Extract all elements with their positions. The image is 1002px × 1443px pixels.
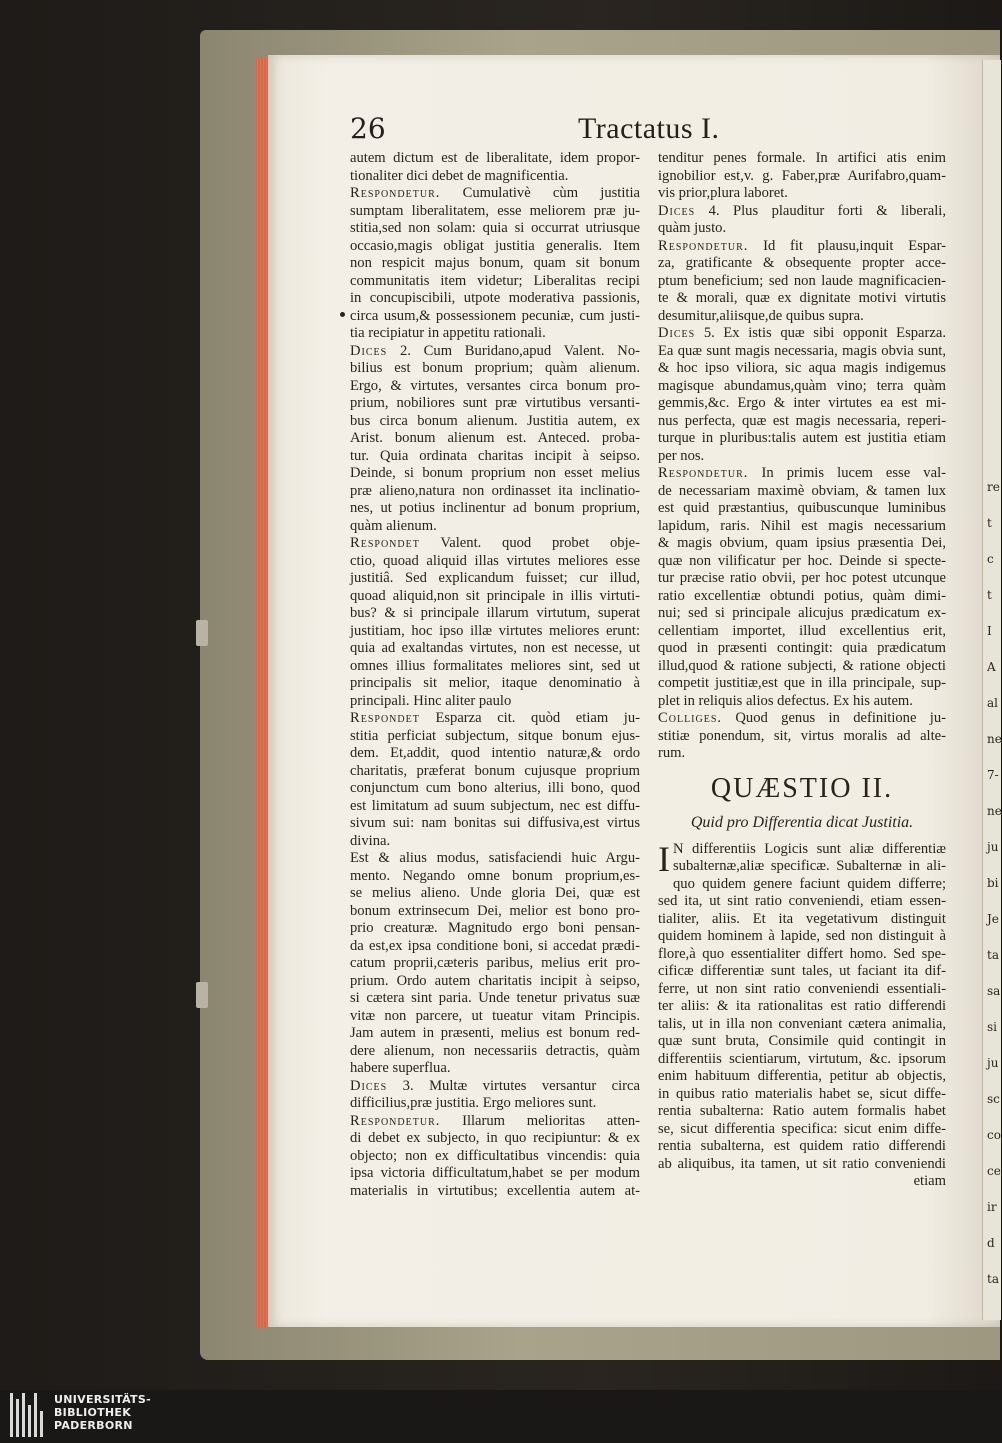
facing-page-edge [982, 60, 1001, 1320]
text-line: prium. Ordo autem charitatis incipit à seipso, [350, 972, 640, 989]
lead-word: Dices [350, 1077, 388, 1094]
text-line: stitia perficiat subjectum, sitque bonum ejus- [350, 727, 640, 744]
library-name [54, 1393, 151, 1432]
page-number: 26 [350, 112, 386, 145]
lead-word: Respondetur. [658, 237, 749, 254]
text-line [658, 238, 946, 256]
facing-page-fragment: ce [987, 1164, 1001, 1178]
text-line: quæ non vilificatur per hoc. Deinde si specte- [658, 552, 946, 569]
text-line: mento. Negando omne bonum proprium,es- [350, 867, 640, 884]
text-line [658, 203, 946, 221]
text-line: ter aliis: & ita rationalitas est ratio differendi [658, 998, 946, 1014]
right-column-top-text [658, 150, 946, 763]
lead-word: Respondetur. [350, 185, 441, 201]
text-line: ctio, quoad aliquid illas virtutes meliores esse [350, 552, 640, 569]
line-text: In primis lucem esse val- [748, 465, 946, 481]
facing-page-fragment: 7- [987, 768, 999, 782]
right-column-bottom-text [658, 838, 946, 1174]
text-line [350, 1113, 640, 1131]
facing-page-fragment: I [987, 624, 992, 638]
text-line: enim habituum differentia, petitur ab objectis, [658, 1068, 946, 1084]
text-line: materialis in virtutibus; excellentia autem at- [350, 1182, 640, 1199]
text-line: bonum extrinsecum Dei, melior est bono pro- [350, 902, 640, 919]
library-name-line-3: PADERBORN [54, 1419, 133, 1432]
text-line: quia ad exaltandas virtutes, non est necesse, ut [350, 640, 640, 656]
text-line: in concupiscibili, utpote moderativa passionis, [350, 290, 640, 306]
text-line: charitatis, præferat bonum cujusque proprium [350, 762, 640, 779]
facing-page-fragment: ju [987, 1056, 999, 1070]
question-heading: QUÆSTIO II. [710, 772, 894, 804]
text-line: ab aliquibus, ita tamen, ut sit ratio conveniendi [658, 1155, 946, 1172]
text-line: ferre, ut non sint ratio conveniendi essentiali- [658, 980, 946, 997]
text-line: prium, nobiliores sunt præ virtutibus versanti- [350, 395, 640, 411]
text-line [350, 185, 640, 203]
facing-page-fragment: ir [987, 1200, 997, 1214]
text-line: omnes illius formalitates meliores sint, sed ut [350, 657, 640, 674]
text-line: ratio excellentiæ obtundi potius, quàm dimi- [658, 587, 946, 604]
margin-dot [340, 312, 345, 317]
text-line: talis, ut in illa non conveniant cætera animalia, [658, 1015, 946, 1032]
text-line: se, sicut differentia specifica: sicut enim diffe- [658, 1120, 946, 1137]
text-line: bilius est bonum proprium; quàm alienum. [350, 360, 640, 376]
text-line: quoad aliquid,non sit principale in illis virtuti- [350, 587, 640, 604]
text-line: cellentiam importet, illud excellentius erit, [658, 622, 946, 639]
text-line: tenditur penes formale. In artifici atis enim [658, 150, 946, 166]
text-line: si cætera sint paria. Unde tenetur privatus suæ [350, 990, 640, 1006]
text-line: se melius alieno. Unde gloria Dei, quæ est [350, 885, 640, 901]
text-line: nus perfecta, quæ est magis necessaria, reperi- [658, 412, 946, 429]
text-line: sed ita, ut sint ratio conveniendi, etiam essen- [658, 893, 946, 909]
line-text: Valent. quod probet obje- [419, 535, 640, 551]
text-line [658, 465, 946, 483]
facing-page-fragment: co [987, 1128, 1001, 1142]
line-text: 2. Cum Buridano,apud Valent. No- [387, 342, 640, 359]
text-line: conjunctum cum bono alterius, illi bono, quod [350, 780, 640, 796]
text-line [658, 710, 946, 728]
text-line: plet in reliquis alios defectus. Ex his autem. [658, 692, 913, 709]
text-line: N differentiis Logicis sunt aliæ differentiæ [673, 840, 946, 857]
text-line: differentiis scientiarum, virtutum, &c. ipsorum [658, 1050, 946, 1067]
text-line: dem. Et,addit, quod intentio naturæ,& ordo [350, 745, 640, 761]
text-line: præ alieno,natura non ordinasset ita inclinatio- [350, 482, 640, 499]
text-line: in quibus ratio materialis habet se, sicut diffe- [658, 1085, 946, 1102]
text-line: illud,quod & ratione subjecti, & ratione objecti [658, 657, 946, 674]
text-line: nes, ut potius inclinentur ad bonum proprium, [350, 500, 640, 516]
text-line: tialiter, aliis. Et ita vegetativum distinguit [658, 910, 946, 927]
line-text: 4. Plus plauditur forti & liberali, [695, 202, 946, 219]
text-line: quàm alienum. [350, 517, 437, 534]
library-logo-icon [8, 1393, 48, 1437]
text-line: quo quidem genere faciunt quidem differre; [673, 875, 946, 892]
text-line: quàm justo. [658, 220, 727, 236]
text-line: principali. Hinc aliter paulo [350, 692, 512, 709]
lead-word: Dices [658, 325, 696, 341]
right-text-column [658, 150, 946, 1191]
text-line: da est,ex ipsa conditione boni, si accedat prædi- [350, 937, 640, 954]
text-line: desumitur,aliisque,de quibus supra. [658, 307, 864, 324]
text-line: prio creaturæ. Magnitudo ergo boni pensan- [350, 920, 640, 936]
text-line: sumptam liberalitatem, esse meliorem præ ju- [350, 202, 640, 219]
text-line: ignobilior est,v. g. Faber,præ Aurifabro,quam- [658, 167, 946, 184]
lead-word: Dices [350, 342, 388, 359]
clasp-lower [196, 982, 208, 1008]
text-line: Arist. bonum alienum est. Anteced. proba- [350, 430, 640, 446]
text-line: justitiam, hoc ipso illæ virtutes meliores erunt: [350, 622, 640, 639]
text-line: difficilius,præ justitia. Ergo meliores sunt. [350, 1095, 597, 1111]
lead-word: Respondetur. [350, 1112, 441, 1129]
line-text: 5. Ex istis quæ sibi opponit Esparza. [695, 325, 946, 341]
text-line: cificæ differentiæ sunt tales, ut faciant ita dif- [658, 963, 946, 979]
text-line: quidem hominem à lapide, sed non distinguit à [658, 928, 946, 944]
text-line: rentia subalterna, est quidem ratio differendi [658, 1138, 946, 1154]
text-line: communitatis item videtur; Liberalitas recipi [350, 272, 640, 289]
lead-word: Respondet [350, 535, 420, 551]
facing-page-fragment: ta [987, 1272, 999, 1286]
text-line: magisque abundamus,quàm vino; terra quàm [658, 377, 946, 394]
text-line: di debet ex subjecto, in quo recipiuntur: & ex [350, 1130, 640, 1146]
catchword: etiam [913, 1173, 946, 1189]
text-line: Est & alius modus, satisfaciendi huic Argu- [350, 850, 640, 866]
line-text: Id fit plausu,inquit Espar- [748, 237, 946, 254]
line-text: 3. Multæ virtutes versantur circa [387, 1077, 640, 1094]
facing-page-fragment: ne [987, 804, 1002, 818]
facing-page-fragment: t [987, 588, 992, 602]
drop-capital: I [658, 838, 670, 879]
facing-page-fragment: c [987, 552, 994, 566]
text-line: quod in præsenti contingit: quia prædicatum [658, 640, 946, 656]
facing-page-fragment: ne [987, 732, 1002, 746]
line-text: Illarum melioritas atten- [440, 1112, 640, 1129]
text-line: Ergo, & virtutes, versantes circa bonum pro- [350, 377, 640, 394]
facing-page-fragment: sa [987, 984, 1001, 998]
lead-word: Respondet [350, 710, 420, 726]
facing-page-fragment: ta [987, 948, 999, 962]
text-line [350, 343, 640, 361]
text-line: Ea quæ sunt magis necessaria, magis obvia sunt, [658, 342, 946, 359]
lead-word: Respondetur. [658, 465, 749, 481]
text-line: & hoc ipso viliora, sic aqua magis indigemus [658, 360, 946, 376]
text-line: te & morali, quæ ex dignitate motivi virtutis [658, 290, 946, 306]
clasp-upper [196, 620, 208, 646]
running-title: Tractatus I. [578, 112, 720, 145]
text-line: rentia subalterna: Ratio autem formalis habet [658, 1103, 946, 1119]
text-line: za, gratificante & obsequente propter acce- [658, 255, 946, 271]
text-line: per nos. [658, 447, 705, 464]
text-line: tia recipiatur in appetitu rationali. [350, 325, 546, 341]
facing-page-fragment: re [987, 480, 1000, 494]
text-line: & magis obvium, quam ipsius præsentia Dei, [658, 535, 946, 551]
lead-word: Colliges. [658, 710, 723, 726]
facing-page-fragment: sc [987, 1092, 1000, 1106]
text-line: ptum beneficium; sed non laude magnificacien- [658, 272, 946, 289]
text-line: circa usum,& possessionem pecuniæ, cum justi- [350, 307, 640, 324]
line-text: Cumulativè cùm justitia [440, 185, 640, 201]
text-line: non respicit majus bonum, quam sit bonum [350, 255, 640, 271]
text-line: competit justitiæ,est que in illa principale, sup- [658, 675, 946, 691]
text-line: dere alienum, non necessariis detractis, quàm [350, 1042, 640, 1059]
facing-page-fragment: ju [987, 840, 999, 854]
text-line: tur præcise ratio obvii, per hoc potest utcunque [658, 570, 946, 586]
text-line: quæ sunt bruta, Consimile quid contingit in [658, 1033, 946, 1049]
text-line: Deinde, si bonum proprium non esset melius [350, 465, 640, 481]
text-line: rum. [658, 745, 686, 761]
text-line: est quid præstantius, quibuscunque luminibus [658, 500, 946, 516]
text-line: tur. Quia ordinata charitas incipit à seipso. [350, 447, 640, 464]
text-line: Jam autem in præsenti, melius est bonum red- [350, 1025, 640, 1041]
facing-page-fragment: A [987, 660, 996, 674]
text-line: divina. [350, 832, 391, 849]
text-line: est limitatum ad suum subjectum, nec est diffu- [350, 797, 640, 814]
library-name-line-1: UNIVERSITÄTS- [54, 1393, 151, 1406]
lead-word: Dices [658, 202, 696, 219]
text-line: bus? & si principale illarum virtutum, superat [350, 605, 640, 621]
text-line [350, 535, 640, 553]
text-line: gemmis,&c. Ergo & inter virtutes ea est mi- [658, 395, 946, 411]
text-line: stitiæ ponendum, sit, virtus moralis ad alte- [658, 727, 946, 744]
text-line [350, 1078, 640, 1096]
text-line: bus circa bonum alienum. Justitia autem, ex [350, 412, 640, 429]
text-line [350, 710, 640, 728]
text-line: vitæ non parcere, ut tueatur vitam Principis. [350, 1007, 640, 1024]
left-text-column [350, 150, 640, 1200]
text-line: turque in pluribus:talis autem est justitia etiam [658, 430, 946, 446]
text-line: nui; sed si principale alicujus prædicatum ex- [658, 605, 946, 621]
facing-page-fragment: t [987, 516, 992, 530]
text-line: catum proprii,cæteris paribus, melius erit pro- [350, 955, 640, 971]
facing-page-fragment: al [987, 696, 998, 710]
text-line: de necessariam maximè obviam, & tamen lux [658, 482, 946, 499]
text-line: tionaliter dici debet de magnificentia. [350, 167, 569, 184]
line-text: Esparza cit. quòd etiam ju- [419, 710, 640, 726]
text-line: justitiâ. Sed explicandum fuisset; cur illud, [350, 570, 640, 586]
facing-page-fragment: si [987, 1020, 997, 1034]
text-line: occasio,magis obligat justitia generalis. Item [350, 237, 640, 254]
text-line: objecto; non ex difficultatibus vincendis: quia [350, 1147, 640, 1164]
text-line: flore,à quo essentialiter differt homo. Sed spe- [658, 945, 946, 962]
text-line [658, 325, 946, 343]
text-line: habere superflua. [350, 1060, 451, 1076]
library-name-line-2: BIBLIOTHEK [54, 1406, 132, 1419]
text-line: autem dictum est de liberalitate, idem propor- [350, 150, 640, 166]
question-subheading: Quid pro Differentia dicat Justitia. [690, 813, 914, 831]
facing-page-fragment: Je [987, 912, 999, 926]
text-line: lapidum, raris. Nihil est magis necessarium [658, 517, 946, 534]
text-line: subalternæ,aliæ specificæ. Subalternæ in ali- [673, 858, 946, 874]
text-line: principalis sit melior, itaque denominatio à [350, 675, 640, 691]
text-line: sivum sui: nam bonitas sui diffusiva,est virtus [350, 815, 640, 831]
text-line: stitia,sed non solam: quia si occurrat utriusque [350, 220, 640, 236]
facing-page-fragment: d [987, 1236, 995, 1250]
line-text: Quod genus in definitione ju- [722, 710, 946, 726]
text-line: ipsa victoria difficultatum,habet se per modum [350, 1165, 640, 1181]
facing-page-fragment: bi [987, 876, 999, 890]
text-line: vis prior,plura laboret. [658, 185, 788, 201]
